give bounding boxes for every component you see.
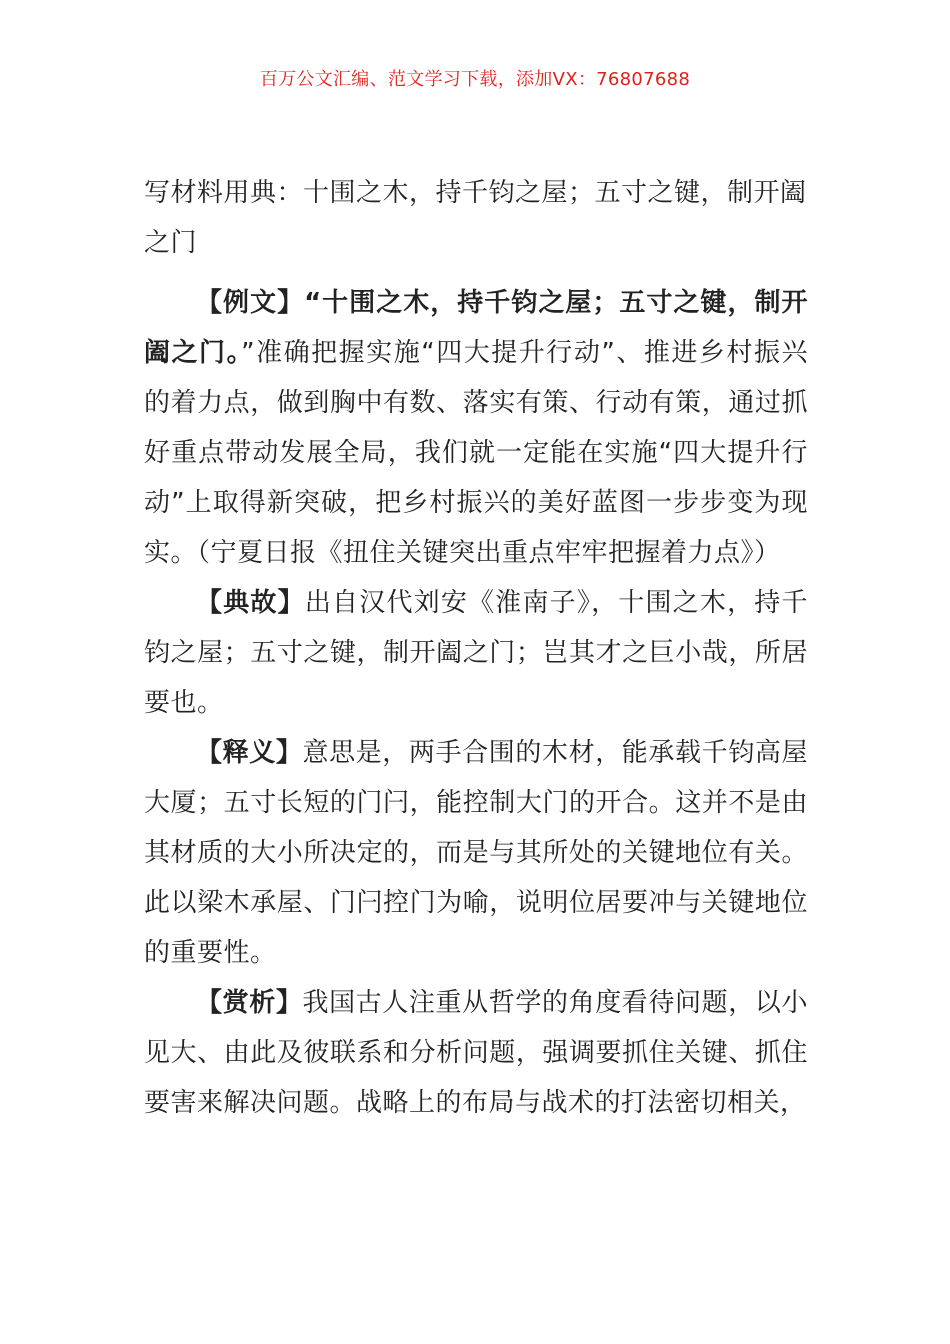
meaning-paragraph — [144, 728, 808, 978]
analysis-text: 我国古人注重从哲学的角度看待问题，以小见大、由此及彼联系和分析问题，强调要抓住关键、抓住要害来解决问题。战略上的布局与战术的打法密切相关， — [144, 988, 808, 1118]
allusion-paragraph — [144, 578, 808, 728]
example-text: ”准确把握实施“四大提升行动”、推进乡村振兴的着力点，做到胸中有数、落实有策、行动有策，通过抓好重点带动发展全局，我们就一定能在实施“四大提升行动”上取得新突破，把乡村振兴的美好蓝图一步步变为现实。（宁夏日报《扭住关键突出重点牢牢把握着力点》） — [144, 338, 808, 568]
analysis-tag: 【赏析】 — [196, 988, 303, 1018]
meaning-text: 意思是，两手合围的木材，能承载千钧高屋大厦；五寸长短的门闩，能控制大门的开合。这并不是由其材质的大小所决定的，而是与其所处的关键地位有关。此以梁木承屋、门闩控门为喻，说明位居要冲与关键地位的重要性。 — [144, 738, 808, 968]
example-tag: 【例文】 — [196, 288, 305, 318]
example-paragraph — [144, 278, 808, 578]
analysis-paragraph — [144, 978, 808, 1128]
allusion-text: 出自汉代刘安《淮南子》，十围之木，持千钧之屋；五寸之键，制开阖之门；岂其才之巨小哉，所居要也。 — [144, 588, 808, 718]
example-quote: “十围之木，持千钧之屋；五寸之键，制开阖之门。 — [144, 288, 808, 368]
article-body — [144, 168, 808, 1128]
header-watermark-line: 百万公文汇编、范文学习下载，添加VX：76807688 — [259, 69, 691, 90]
allusion-tag: 【典故】 — [196, 588, 305, 618]
meaning-tag: 【释义】 — [196, 738, 303, 768]
article-title: 写材料用典：十围之木，持千钧之屋；五寸之键，制开阖之门 — [144, 178, 807, 258]
